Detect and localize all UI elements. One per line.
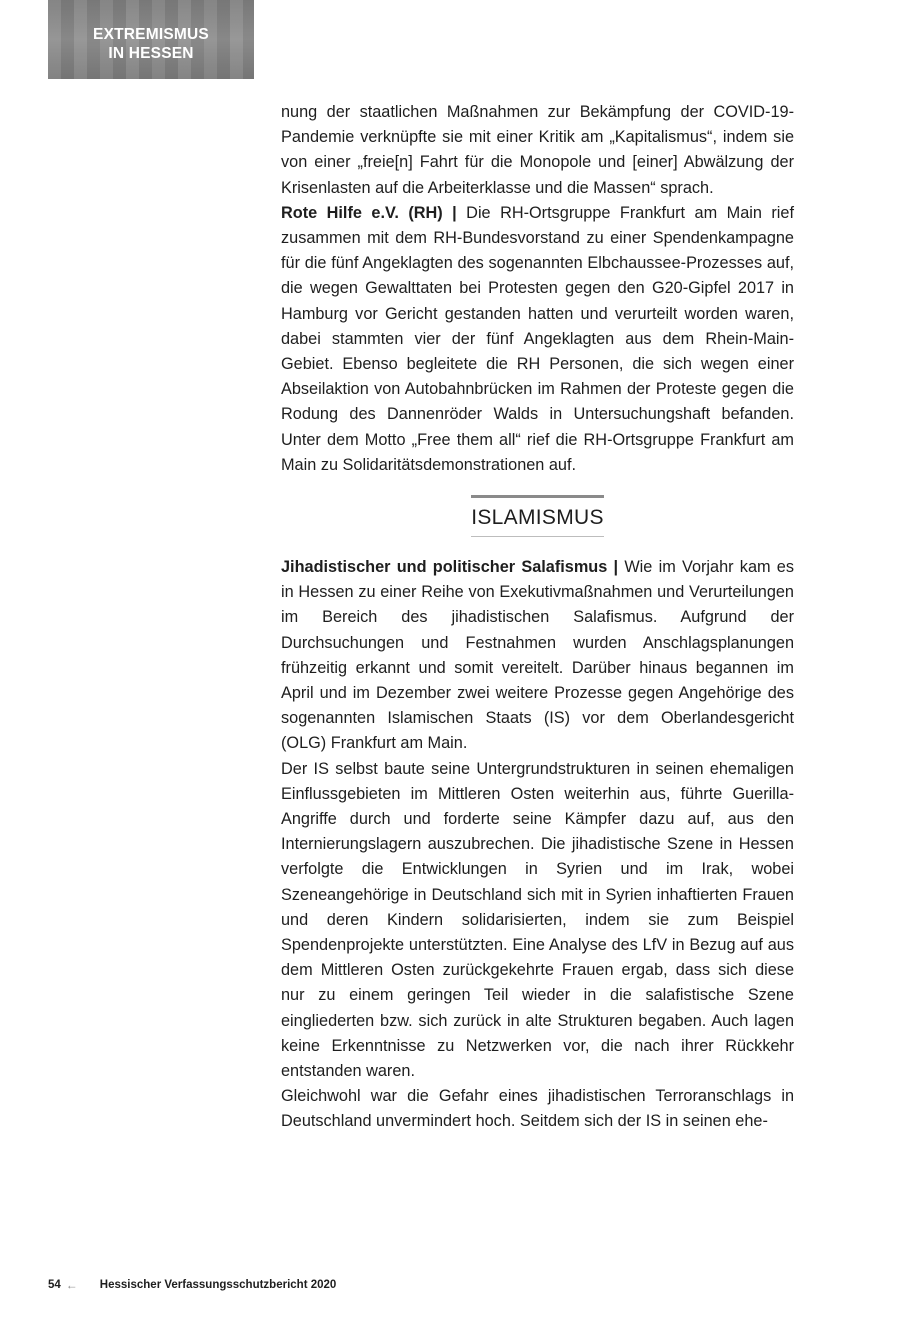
paragraph-terror-threat: Gleichwohl war die Gefahr eines jihadistischen Terroranschlags in Deutschland unvermindert hoch. Seitdem sich der IS in seinen ehe- [281, 1087, 794, 1131]
paragraph-is-structures: Der IS selbst baute seine Untergrundstrukturen in seinen ehemaligen Einflussgebieten im Mittleren Osten weiterhin aus, führte Guerilla-Angriffe durch und forderte seine Kämpfer dazu auf, aus den Internierungslagern auszubrechen. Die jihadistische Szene in Hessen verfolgte die Entwicklungen in Syrien und im Irak, wobei Szeneangehörige in Deutschland sich mit in Syrien inhaftierten Frauen und deren Kindern solidarisierten, indem sie zum Beispiel Spendenprojekte unterstützten. Eine Analyse des LfV in Bezug auf aus dem Mittleren Osten zurückgekehrte Frauen ergab, dass sich diese nur zu einem geringen Teil wieder in die salafistische Szene eingliederten bzw. sich zurück in alte Strukturen begaben. Auch lagen keine Erkenntnisse zu Netzwerken vor, die nach ihrer Rückkehr entstanden waren. [281, 759, 794, 1080]
paragraph-covid-critique: nung der staatlichen Maßnahmen zur Bekämpfung der COVID-19-Pandemie verknüpfte sie mit einer Kritik am „Kapitalismus“, indem sie von einer „freie[n] Fahrt für die Monopole und [einer] Abwälzung der Krisenlasten auf die Arbeiterklasse und die Massen“ sprach. [281, 103, 794, 197]
page-footer [48, 1278, 336, 1292]
paragraph-body-salafismus: Wie im Vorjahr kam es in Hessen zu einer Reihe von Exekutivmaßnahmen und Verurteilungen im Bereich des jihadistischen Salafismus. Aufgrund der Durchsuchungen und Festnahmen wurden Anschlagsplanungen frühzeitig erkannt und somit vereitelt. Darüber hinaus begannen im April und im Dezember zwei weitere Prozesse gegen Angehörige des sogenannten Islamischen Staats (IS) vor dem Oberlandesgericht (OLG) Frankfurt am Main. [281, 557, 794, 753]
section-tab-line-1: EXTREMISMUS [93, 25, 209, 43]
section-tab-line-2: IN HESSEN [108, 44, 194, 62]
section-heading-islamismus: ISLAMISMUS [471, 495, 604, 537]
section-tab [48, 0, 254, 79]
back-arrow-icon[interactable]: ← [65, 1278, 78, 1292]
paragraph-lead-salafismus: Jihadistischer und politischer Salafismus | [281, 557, 619, 576]
section-heading-wrap [281, 478, 794, 555]
publication-title: Hessischer Verfassungsschutzbericht 2020 [99, 1279, 337, 1291]
paragraph-lead-rote-hilfe: Rote Hilfe e.V. (RH) | [281, 203, 457, 222]
paragraph-body-rote-hilfe: Die RH-Ortsgruppe Frankfurt am Main rief zusammen mit dem RH-Bundesvorstand zu einer Spendenkampagne für die fünf Angeklagten des sogenannten Elbchaussee-Prozesses auf, die wegen Gewalttaten bei Protesten gegen den G20-Gipfel 2017 in Hamburg vor Gericht gestanden hatten und verurteilt worden waren, dabei stammten vier der fünf Angeklagten aus dem Rhein-Main-Gebiet. Ebenso begleitete die RH Personen, die sich wegen einer Abseilaktion von Autobahnbrücken im Rahmen der Proteste gegen die Rodung des Dannenröder Walds in Untersuchungshaft befanden. Unter dem Motto „Free them all“ rief die RH-Ortsgruppe Frankfurt am Main zu Solidaritätsdemonstrationen auf. [281, 203, 794, 474]
page-number: 54 [48, 1279, 61, 1291]
paragraph-rote-hilfe [281, 201, 794, 478]
main-text-column [281, 100, 794, 1135]
paragraph-salafismus [281, 555, 794, 757]
